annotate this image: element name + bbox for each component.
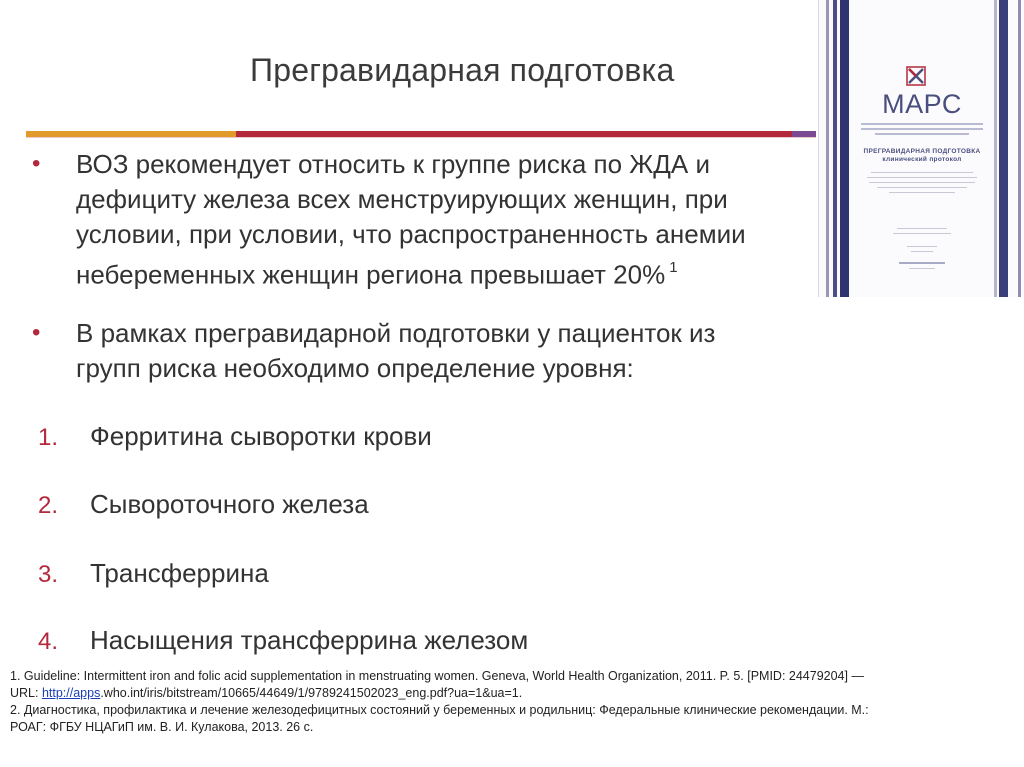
item-number: 2. (38, 492, 59, 519)
bullet-line: условии, при условии, что распространенность анемии (76, 219, 746, 249)
cover-subtitle-line (861, 123, 983, 125)
bullet-line: ВОЗ рекомендует относить к группе риска по ЖДА и (76, 149, 710, 179)
item-text: Трансферрина (90, 558, 269, 588)
footnote-url-rest: .who.int/iris/bitstream/10665/44649/1/9789241502023_eng.pdf?ua=1&ua=1. (100, 686, 523, 700)
footnote-link[interactable]: http://apps (41, 686, 101, 700)
bullet-line (76, 252, 746, 293)
cover-stripe (833, 0, 837, 297)
item-text: Сывороточного железа (90, 489, 369, 519)
numbered-item (38, 625, 528, 656)
bullet-line-text: небеременных женщин региона превышает 20% (76, 259, 666, 290)
numbered-item (38, 558, 269, 589)
numbered-item (38, 421, 432, 452)
bullet-dot-icon: • (32, 150, 41, 177)
bullet-line: В рамках прегравидарной подготовки у пациенток из (76, 318, 716, 348)
footnotes (10, 668, 1014, 736)
cover-text-line (893, 233, 951, 234)
item-number: 4. (38, 628, 59, 655)
bullet-text (76, 147, 746, 293)
cover-stripe (826, 0, 829, 297)
item-text: Ферритина сыворотки крови (90, 421, 432, 451)
divider-shadow-line (26, 137, 816, 138)
cover-text-line (889, 192, 955, 193)
bullet-item (32, 316, 715, 386)
cover-heading-line: клинический протокол (882, 156, 962, 163)
footnote-1-line-1: 1. Guideline: Intermittent iron and folic acid supplementation in menstruating women. Geneva, World Health Organization, 2011. P. 5. [PMID: 24479204] — (10, 669, 864, 683)
cover-text-line (897, 228, 947, 229)
cover-text-line (907, 246, 937, 247)
cover-text-line (909, 268, 935, 269)
cover-subtitle-line (861, 128, 983, 130)
footnote-url-label: URL: (10, 686, 42, 700)
cover-text-line (877, 187, 967, 188)
logo-text: МАРС (882, 89, 962, 119)
numbered-item (38, 489, 369, 520)
footnote-ref: 1 (669, 259, 678, 276)
bullet-line: групп риска необходимо определение уровня: (76, 353, 634, 383)
footnote-2-line-1: 2. Диагностика, профилактика и лечение железодефицитных состояний у беременных и родильниц: Федеральные клинические рекомендации. М.: (10, 703, 869, 717)
footnote-2-line-2: РОАГ: ФГБУ НЦАГиП им. В. И. Кулакова, 2013. 26 с. (10, 720, 314, 734)
marc-logo-icon (906, 66, 926, 86)
bullet-text (76, 316, 715, 386)
bullet-dot-icon: • (32, 319, 41, 346)
cover-text-line (871, 172, 973, 173)
cover-stripe (840, 0, 849, 297)
footnote-1-line-2 (10, 685, 1014, 702)
cover-text-line (911, 251, 933, 252)
item-text: Насыщения трансферрина железом (90, 625, 529, 655)
cover-text-line (899, 262, 945, 264)
cover-heading-line: ПРЕГРАВИДАРНАЯ ПОДГОТОВКА (863, 148, 981, 155)
item-number: 1. (38, 424, 59, 451)
bullet-item (32, 147, 746, 293)
item-number: 3. (38, 561, 59, 588)
slide-title: Прегравидарная подготовка (250, 52, 675, 88)
cover-subtitle-line (875, 133, 969, 135)
bullet-line: дефициту железа всех менструирующих женщин, при (76, 184, 728, 214)
cover-text-line (867, 177, 977, 178)
cover-text-line (869, 182, 975, 183)
cover-stripe (1018, 0, 1021, 297)
cover-heading (849, 148, 995, 164)
guideline-cover-thumbnail (818, 0, 1024, 297)
cover-stripe (999, 0, 1008, 297)
